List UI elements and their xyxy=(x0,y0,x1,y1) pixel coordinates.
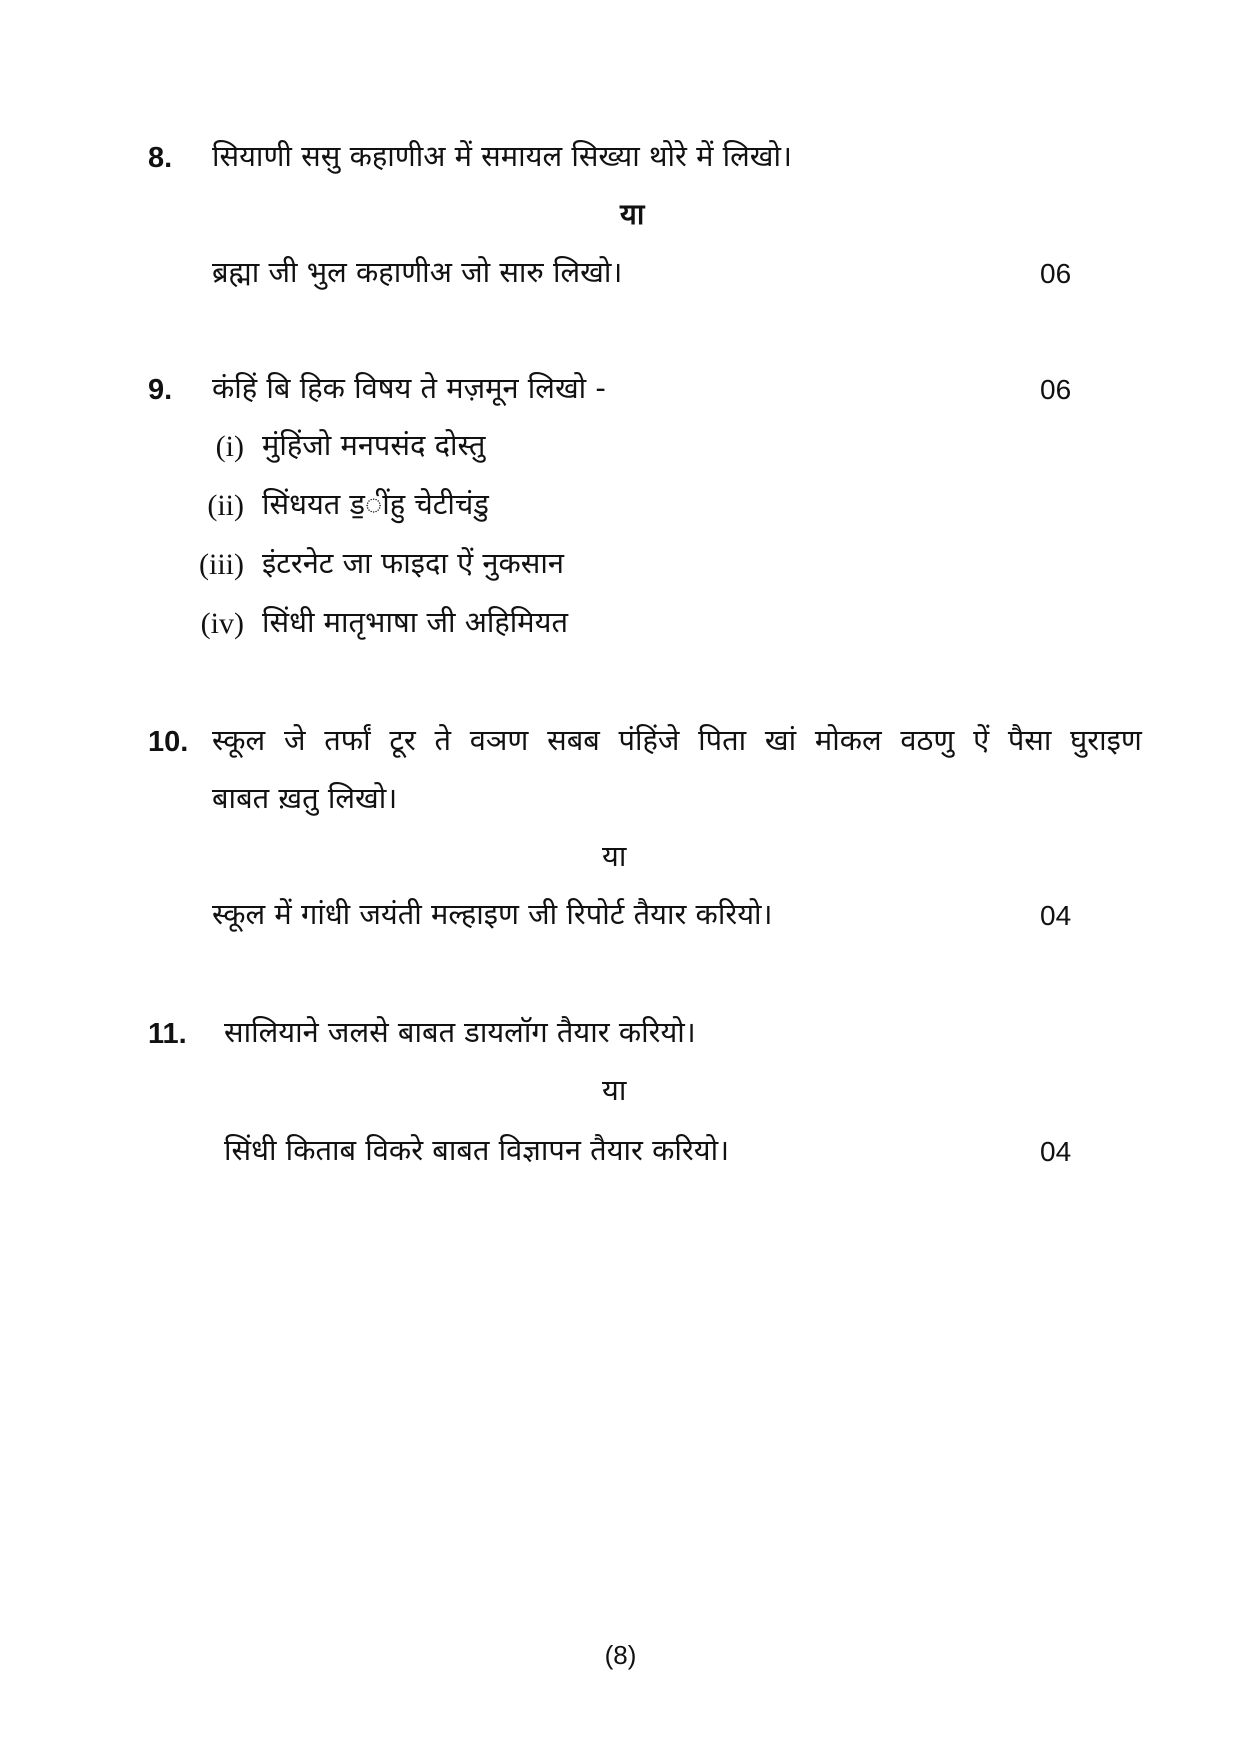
q9-number: 9. xyxy=(148,374,173,406)
q10-word: तर्फां xyxy=(324,723,371,757)
page-number: (8) xyxy=(604,1640,637,1670)
q9-option-text: सिंधी मातृभाषा जी अहिमियत xyxy=(262,605,568,639)
q10-text-line2: बाबत ख़तु लिखो। xyxy=(212,781,398,815)
q10-word: टूर xyxy=(389,723,416,757)
q8-alt-text: ब्रह्मा जी भुल कहाणीअ जो सारु लिखो। xyxy=(212,255,623,289)
q9-text: कंहिं बि हिक विषय ते मज़मून लिखो - xyxy=(212,371,606,405)
q9-option-label: (iii) xyxy=(199,548,244,581)
q9-option-label: (i) xyxy=(215,430,244,463)
q10-word: वठणु xyxy=(900,723,955,757)
q8-marks: 06 xyxy=(1040,258,1072,289)
q10-word: पैसा xyxy=(1007,723,1052,757)
q9-marks: 06 xyxy=(1040,374,1072,405)
q10-word: वञण xyxy=(469,723,529,757)
q10-word: पिता xyxy=(698,723,747,757)
q10-word: घुराइण xyxy=(1070,723,1142,757)
q10-word: स्कूल xyxy=(212,723,266,757)
q9-option-text: मुंहिंजो मनपसंद दोस्तु xyxy=(262,428,486,462)
q10-text-line1 xyxy=(212,720,1142,760)
q10-alt-text: स्कूल में गांधी जयंती मल्हाइण जी रिपोर्ट तैयार करियो। xyxy=(212,897,773,931)
q8-text: सियाणी ससु कहाणीअ में समायल सिख्या थोरे में लिखो। xyxy=(212,139,793,173)
q9-option-label: (iv) xyxy=(200,607,244,640)
q8-or: या xyxy=(620,197,645,231)
q10-word: मोकल xyxy=(814,723,882,757)
q8-number: 8. xyxy=(148,142,173,174)
q10-number: 10. xyxy=(148,726,189,758)
q9-option-text: सिंधयत ड॒ींहु चेटीचंडु xyxy=(262,487,489,521)
q10-word: ऐं xyxy=(973,723,990,757)
q11-text: सालियाने जलसे बाबत डायलॉग तैयार करियो। xyxy=(224,1015,696,1049)
q10-word: ते xyxy=(434,723,452,757)
q10-word: जे xyxy=(283,723,306,757)
q10-word: खां xyxy=(764,723,797,757)
q11-or: या xyxy=(602,1073,627,1107)
q10-or: या xyxy=(602,839,627,873)
q11-number: 11. xyxy=(148,1018,187,1050)
q10-marks: 04 xyxy=(1040,900,1072,931)
q9-option-label: (ii) xyxy=(207,489,244,522)
q9-option-text: इंटरनेट जा फाइदा ऐं नुकसान xyxy=(262,546,564,580)
q10-word: सबब xyxy=(547,723,600,757)
q10-word: पंहिंजे xyxy=(618,723,680,757)
q11-alt-text: सिंधी किताब विकरे बाबत विज्ञापन तैयार करियो। xyxy=(224,1133,730,1167)
q11-marks: 04 xyxy=(1040,1136,1072,1167)
